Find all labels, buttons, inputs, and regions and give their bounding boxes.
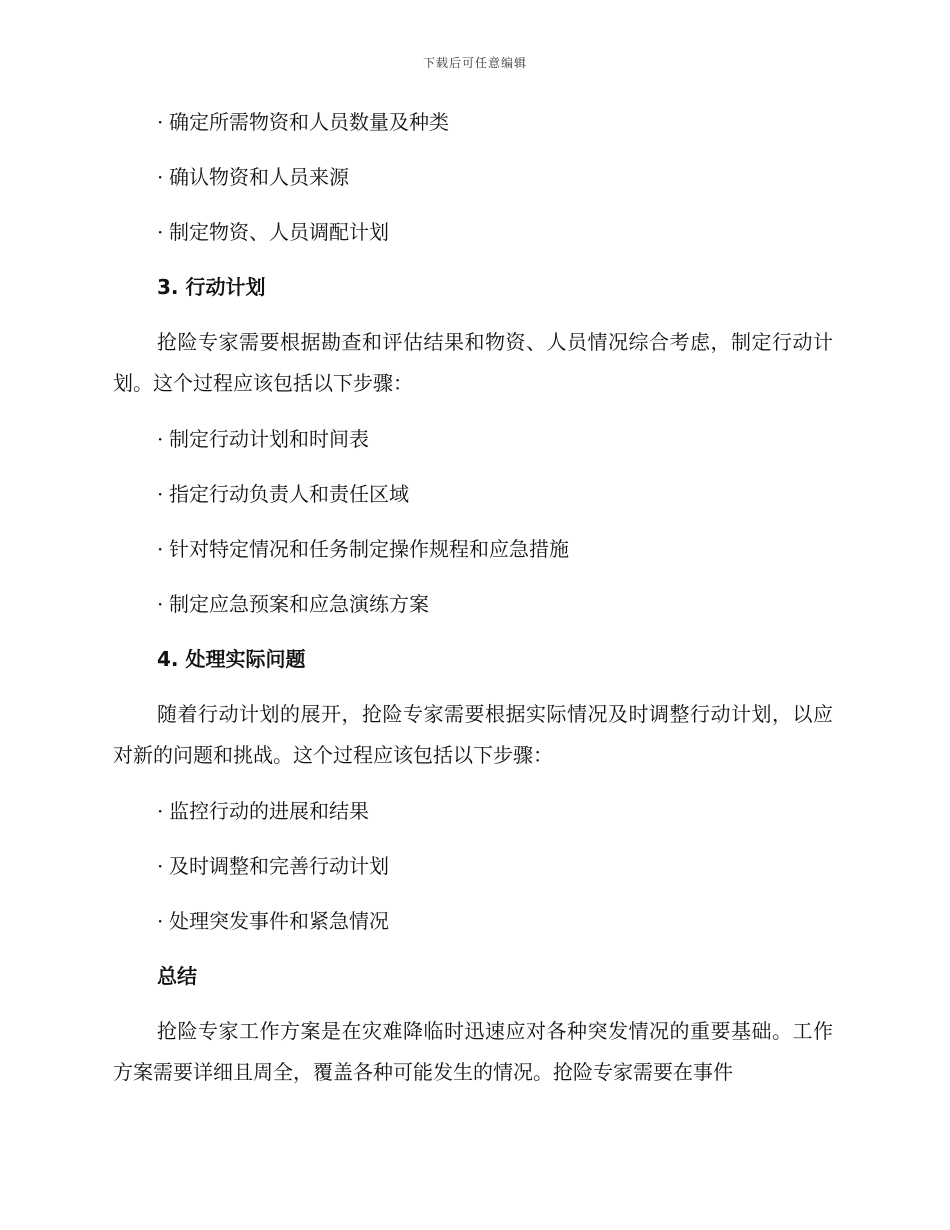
bullet-dot: · xyxy=(157,220,164,244)
bullet-dot: · xyxy=(157,909,164,933)
bullet-dot: · xyxy=(157,799,164,823)
section-heading-action-plan: 3. 行动计划 xyxy=(157,275,266,299)
bullet-item xyxy=(157,480,833,508)
bullet-item xyxy=(157,590,833,618)
section-heading-handle-issues: 4. 处理实际问题 xyxy=(157,647,306,671)
bullet-text: 确定所需物资和人员数量及种类 xyxy=(169,110,449,134)
bullet-text: 及时调整和完善行动计划 xyxy=(169,854,389,878)
bullet-dot: · xyxy=(157,110,164,134)
bullet-text: 监控行动的进展和结果 xyxy=(169,799,369,823)
bullet-item xyxy=(157,218,833,246)
bullet-item xyxy=(157,852,833,880)
bullet-item xyxy=(157,535,833,563)
section-heading-summary: 总结 xyxy=(157,964,197,988)
bullet-dot: · xyxy=(157,165,164,189)
bullet-dot: · xyxy=(157,427,164,451)
paragraph-handle-issues: 随着行动计划的展开，抢险专家需要根据实际情况及时调整行动计划，以应对新的问题和挑战。这个过程应该包括以下步骤： xyxy=(113,702,833,767)
bullet-text: 制定行动计划和时间表 xyxy=(169,427,369,451)
bullet-item xyxy=(157,425,833,453)
document-body xyxy=(113,108,833,1114)
bullet-dot: · xyxy=(157,482,164,506)
bullet-dot: · xyxy=(157,592,164,616)
paragraph-summary: 抢险专家工作方案是在灾难降临时迅速应对各种突发情况的重要基础。工作方案需要详细且周全，覆盖各种可能发生的情况。抢险专家需要在事件 xyxy=(113,1019,833,1084)
bullet-dot: · xyxy=(157,537,164,561)
bullet-text: 制定物资、人员调配计划 xyxy=(169,220,389,244)
page-header: 下载后可任意编辑 xyxy=(422,56,527,70)
bullet-text: 处理突发事件和紧急情况 xyxy=(169,909,389,933)
bullet-dot: · xyxy=(157,854,164,878)
bullet-item xyxy=(157,108,833,136)
bullet-item xyxy=(157,163,833,191)
paragraph-action-plan: 抢险专家需要根据勘查和评估结果和物资、人员情况综合考虑，制定行动计划。这个过程应该包括以下步骤： xyxy=(113,330,833,395)
bullet-item xyxy=(157,907,833,935)
bullet-text: 针对特定情况和任务制定操作规程和应急措施 xyxy=(169,537,569,561)
bullet-text: 确认物资和人员来源 xyxy=(169,165,349,189)
bullet-text: 指定行动负责人和责任区域 xyxy=(169,482,409,506)
bullet-text: 制定应急预案和应急演练方案 xyxy=(169,592,429,616)
bullet-item xyxy=(157,797,833,825)
